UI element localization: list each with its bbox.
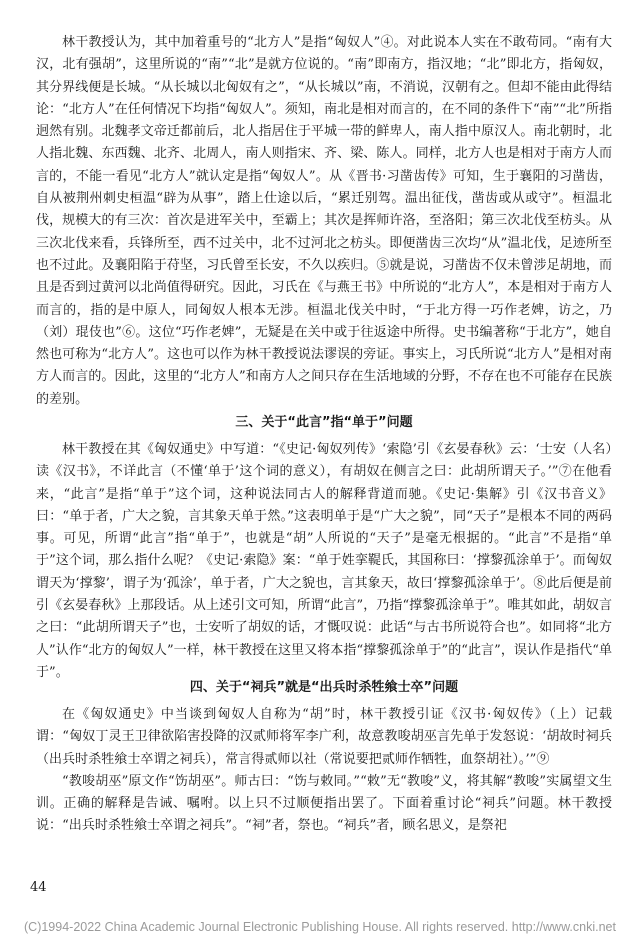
section-4-heading-container xyxy=(36,677,612,699)
section-2-body xyxy=(36,32,612,411)
paragraph: 林干教授在其《匈奴通史》中写道：“《史记·匈奴列传》‘索隐’引《玄晏春秋》云：‘士安（人名）读《汉书》，不详此言（不懂‘单于’这个词的意义），有胡奴在侧言之曰：此胡所谓天子。’”⑦在他看来，“此言”是指“单于”这个词，这种说法同古人的解释背道而驰。《史记·集解》引《汉书音义》曰：“单于者，广大之貌，言其象天单于然。”这表明单于是“广大之貌”，同“天子”是根本不同的两码事。可见，所谓“此言”指“单于”，也就是“胡”人所说的“天子”是毫无根据的。“此言”不是指“单于”这个词，那么指什么呢？《史记·索隐》案：“单于姓挛鞮氏，其国称曰：‘撑黎孤涂单于’。而匈奴谓天为‘撑黎’，谓子为‘孤涂’，单于者，广大之貌也，言其象天，故曰‘撑黎孤涂单于’。⑧此后便是前引《玄晏春秋》上那段话。从上述引文可知，所谓“此言”，乃指“撑黎孤涂单于”。唯其如此，胡奴言之曰：“此胡所谓天子”也，士安听了胡奴的话，才慨叹说：此话“与古书所说符合也”。如同将“北方人”认作“北方的匈奴人”一样，林干教授在这里又将本指“撑黎孤涂单于”的“此言”，误认作是指代“单于”。 xyxy=(36,442,612,680)
copyright-footer: (C)1994-2022 China Academic Journal Electronic Publishing House. All rights reserved. http://www.cnki.net xyxy=(24,920,616,934)
section-3-heading: 三、关于“此言”指“单于”问题 xyxy=(235,415,413,430)
paragraph: “教唆胡巫”原文作“饬胡巫”。师古曰：“饬与敕同。”“敕”无“教唆”义，将其解“教唆”实属望文生训。正确的解释是告诫、嘱咐。以上只不过顺便指出罢了。下面着重讨论“祠兵”问题。林干教授说：“出兵时杀牲飨士卒谓之祠兵”。“祠”者，祭也。“祠兵”者，顾名思义，是祭祀 xyxy=(36,773,612,834)
section-3-body xyxy=(36,439,612,684)
page-number: 44 xyxy=(30,880,47,895)
section-4-body xyxy=(36,704,612,838)
section-3-heading-container xyxy=(36,412,612,434)
paragraph: 林干教授认为，其中加着重号的“北方人”是指“匈奴人”④。对此说本人实在不敢苟同。“南有大汉，北有强胡”，这里所说的“南”“北”是就方位说的。“南”即南方，指汉地；“北”即北方，指匈奴，其分界线便是长城。“从长城以北匈奴有之”，“从长城以”南，不消说，汉朝有之。但却不能由此得结论：“北方人”在任何情况下均指“匈奴人”。须知，南北是相对而言的，在不同的条件下“南”“北”所指迥然有别。北魏孝文帝迁都前后，北人指居住于平城一带的鲜卑人，南人指中原汉人。南北朝时，北人指北魏、东西魏、北齐、北周人，南人则指宋、齐、梁、陈人。同样，北方人也是相对于南方人而言的，不能一看见“北方人”就认定是指“匈奴人”。从《晋书·习凿齿传》可知，生于襄阳的习凿齿，自从被荆州刺史桓温“辟为从事”，踏上仕途以后，“累迁别驾。温出征伐，凿齿或从或守”。桓温北伐，规模大的有三次：首次是进军关中，至霸上；其次是挥师许洛，至洛阳；第三次北伐至枋头。从三次北伐来看，兵锋所至，西不过关中，北不过河北之枋头。即便凿齿三次均“从”温北伐，足迹所至也不过此。及襄阳陷于苻坚，习氏曾至长安，不久以疾归。⑤就是说，习凿齿不仅未曾涉足胡地，而且是否到过黄河以北尚值得研究。因此，习氏在《与燕王书》中所说的“北方人”，本是相对于南方人而言的，指的是中原人，同匈奴人根本无涉。桓温北伐关中时，“于北方得一巧作老婢，访之，乃（刘）琨伎也”⑥。这位“巧作老婢”，无疑是在关中或于往返途中所得。史书编著称“于北方”，她自然也可称为“北方人”。这也可以作为林干教授说法谬误的旁证。事实上，习氏所说“北方人”是相对南方人而言的。因此，这里的“北方人”和南方人之间只存在生活地域的分野，不存在也不可能存在民族的差别。 xyxy=(36,35,612,407)
paragraph: 在《匈奴通史》中当谈到匈奴人自称为“胡”时，林干教授引证《汉书·匈奴传》（上）记载谓：“匈奴丁灵王卫律欲陷害投降的汉贰师将军李广利，故意教唆胡巫言先单于发怒说：‘胡故时祠兵（出兵时杀牲飨士卒谓之祠兵），常言得贰师以社（常说要把贰师作牺牲，血祭胡社）。’”⑨ xyxy=(36,707,612,767)
section-4-heading: 四、关于“祠兵”就是“出兵时杀牲飨士卒”问题 xyxy=(189,680,459,695)
